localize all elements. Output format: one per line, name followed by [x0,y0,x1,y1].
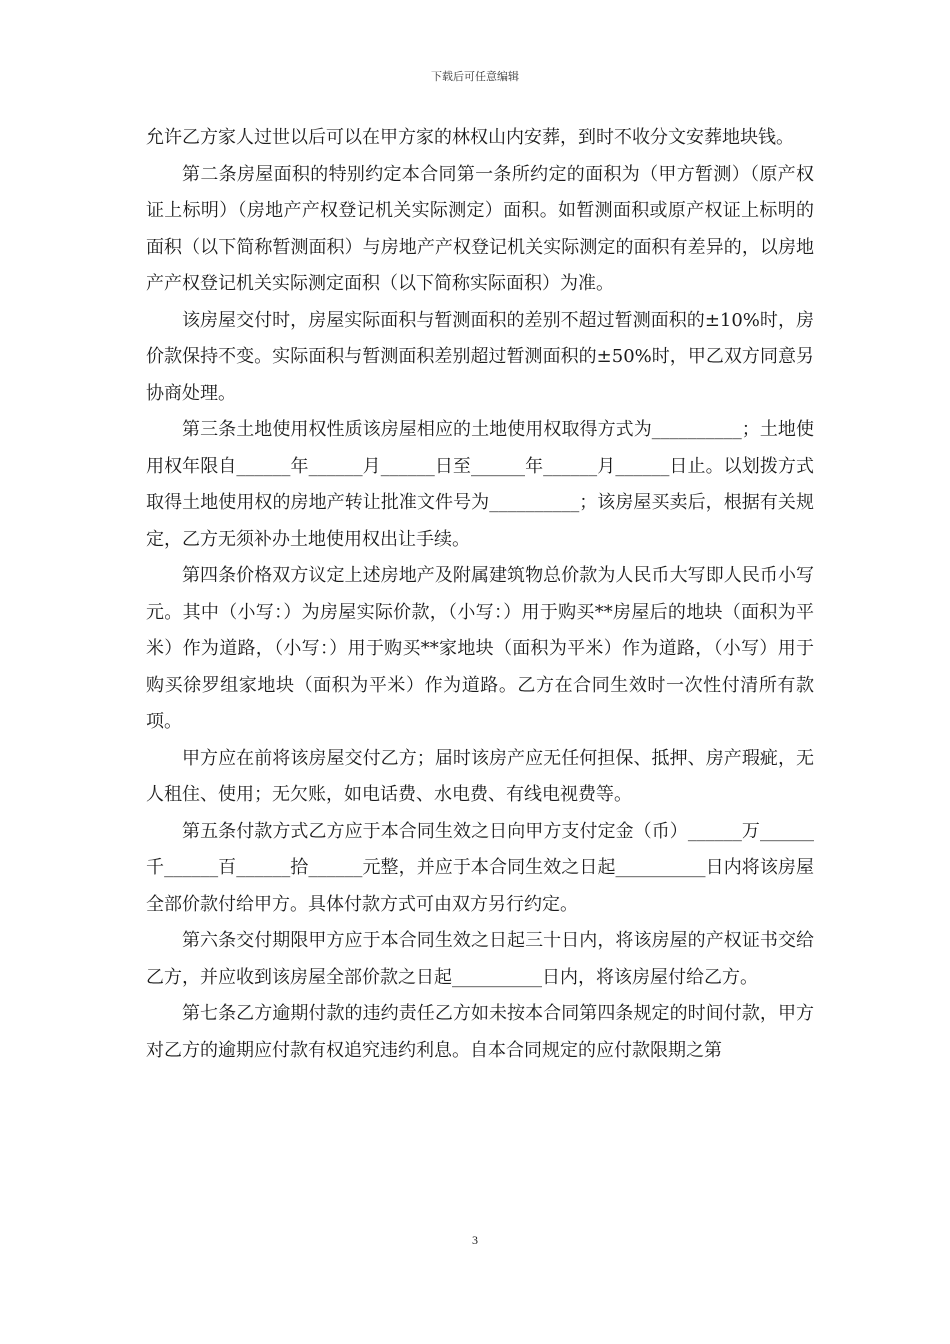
paragraph: 允许乙方家人过世以后可以在甲方家的林权山内安葬，到时不收分文安葬地块钱。 [146,127,794,148]
paragraph-article-4: 第四条价格双方议定上述房地产及附属建筑物总价款为人民币大写即人民币小写元。其中（小写：）为房屋实际价款，（小写：）用于购买**房屋后的地块（面积为平米）作为道路，（小写：）用于购买**家地块（面积为平米）作为道路，（小写）用于购买徐罗组家地块（面积为平米）作为道路。乙方在合同生效时一次性付清所有款项。 [146,565,814,732]
paragraph-article-7: 第七条乙方逾期付款的违约责任乙方如未按本合同第四条规定的时间付款，甲方对乙方的逾期应付款有权追究违约利息。自本合同规定的应付款限期之第 [146,1003,814,1061]
paragraph-article-5: 第五条付款方式乙方应于本合同生效之日向甲方支付定金（币）______万______千______百______拾______元整，并应于本合同生效之日起__________日内将该房屋全部价款付给甲方。具体付款方式可由双方另行约定。 [146,820,814,915]
paragraph-article-2: 第二条房屋面积的特别约定本合同第一条所约定的面积为（甲方暂测）（原产权证上标明）（房地产产权登记机关实际测定）面积。如暂测面积或原产权证上标明的面积（以下简称暂测面积）与房地产产权登记机关实际测定的面积有差异的，以房地产产权登记机关实际测定面积（以下简称实际面积）为准。 [146,163,814,294]
page-header: 下载后可任意编辑 [431,70,519,83]
paragraph-article-3: 第三条土地使用权性质该房屋相应的土地使用权取得方式为__________；土地使用权年限自______年______月______日至______年______月______日止。以划拨方式取得土地使用权的房地产转让批准文件号为__________；该房屋买卖后，根据有关规定，乙方无须补办土地使用权出让手续。 [146,419,814,550]
paragraph: 甲方应在前将该房屋交付乙方；届时该房产应无任何担保、抵押、房产瑕疵，无人租住、使用；无欠账，如电话费、水电费、有线电视费等。 [146,747,814,805]
paragraph: 该房屋交付时，房屋实际面积与暂测面积的差别不超过暂测面积的±10%时，房价款保持不变。实际面积与暂测面积差别超过暂测面积的±50%时，甲乙双方同意另协商处理。 [146,309,814,404]
document-body [146,120,814,1069]
paragraph-article-6: 第六条交付期限甲方应于本合同生效之日起三十日内，将该房屋的产权证书交给乙方，并应收到该房屋全部价款之日起__________日内，将该房屋付给乙方。 [146,930,814,988]
page-number: 3 [472,1233,478,1247]
